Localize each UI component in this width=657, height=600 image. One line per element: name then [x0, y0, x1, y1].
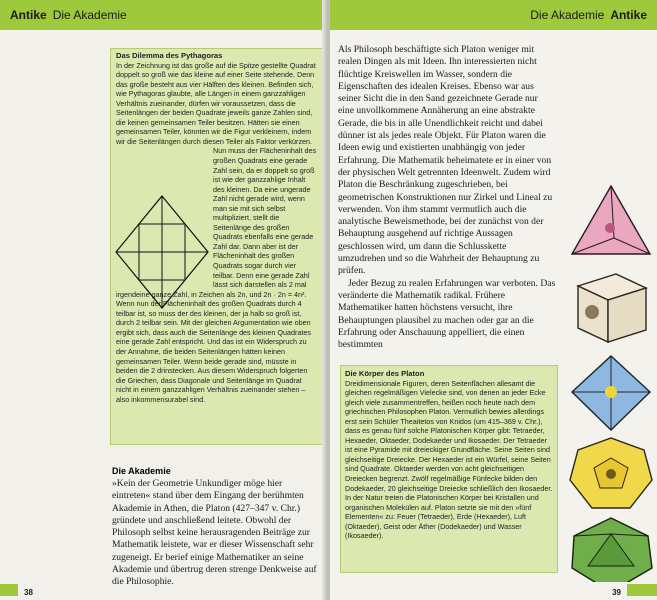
box-paragraph: Dreidimensionale Figuren, deren Seitenflächen allesamt die gleichen regelmäßigen Vielecke sind, von denen an jeder Ecke gleich viele zusammentreffen, heißen noch heute nach dem griechischen Philosophen Platon. Vermutlich bewies allerdings erst sein Schüler Theaitetos von Knidos (um 415–369 v. Chr.), dass es genau fünf solche Platonischen Körper gibt: Tetraeder, Hexaeder, Oktaeder, Dodekaeder und Ikosaeder. Der Tetraeder ist eine Pyramide mit dreieckiger Grundfläche. Seine Seiten sind gleichseitige Dreiecke. Der Hexaeder ist ein Würfel, seine Seiten sind Quadrate. Oktaeder werden von acht gleichseitigen Dreiecken begrenzt. Zwölf regelmäßige Fünfecke bilden den Dodekaeder, 20 gleichseitige Dreiecke schließlich den Ikosaeder. — [345, 378, 553, 493]
tetrahedron-icon — [572, 186, 650, 254]
body-text: »Kein der Geometrie Unkundiger möge hier eintreten« stand über dem Eingang der berühmten Akademie in Athen, die Platon (427–347 v. Chr.) gründete und anschließend leitete. Obwohl der Philosoph selbst keine herausragenden Beiträge zur Mathematik leistete, war er dieser Wissenschaft sehr zugeneigt. Er berief einige Mathematiker an seine Akademie und übertrug deren strenge Denkweise auf die Philosophie. — [112, 478, 317, 588]
body-paragraph: Jeder Bezug zu realen Erfahrungen war verboten. Das veränderte die Mathematik radikal. Frühere Mathematiker hatten höchstens versucht, ihre Behauptungen plausibel zu machen oder gar an die Erfahrung oder Anschauung appelliert, die einen bestimmten — [338, 277, 556, 351]
page-accent-bar — [0, 584, 18, 596]
page-number: 38 — [24, 588, 33, 597]
box-paragraph: Nun muss der Flächeninhalt des großen Quadrats eine gerade Zahl sein, da er doppelt so groß ist wie der ganzzahlige Inhalt des kleinen. Da eine ungerade Zahl nicht gerade wird, wenn man sie mit sich selbst multipliziert, stellt die Seitenlänge des großen Quadrats ebenfalls eine gerade Zahl dar. Dann aber ist der Flächeninhalt des großen Quadrats sogar durch vier teilbar. Denn eine gerade Zahl lässt sich darstellen als 2 mal irgendeine ganze Zahl, in Zeichen als 2n, und 2n · 2n = 4n². Wenn nun der Flächeninhalt des großen Quadrats durch 4 teilbar ist, so muss der des kleinen, der ja halb so groß ist, durch 2 teilbar sein. Mit der gleichen Argumentation wie oben ergibt sich, dass auch die Seitenlänge des kleinen Quadrates eine gerade Zahl entspricht. Und das ist ein Widerspruch zu der Annahme, die beiden Seitenlängen hätten keinen gemeinsamen Teiler. Wenn beide gerade sind, müsste in beiden die 2 drinstecken. Aus diesem Widerspruch folgerten die Griechen, dass Diagonale und Seitenlänge im Quadrat nicht in einem ganzzahligen Verhältnis zueinander stehen – also inkommensurabel sind. — [116, 146, 317, 404]
section-title: Die Akademie — [112, 466, 171, 476]
icosahedron-icon — [572, 518, 652, 582]
dodecahedron-icon — [570, 438, 652, 508]
octahedron-icon — [572, 356, 650, 430]
body-paragraph: Als Philosoph beschäftigte sich Platon weniger mit realen Dingen als mit Ideen. Ihn interessierten nicht flüchtige Kreiswellen im Wasser, sondern die Eigenschaften des idealen Kreises. Ebenso war aus seiner Sicht die in den Sand gezeichnete Gerade nur eine unvollkommene Annäherung an eine abstrakte Gerade, die bis in alle Unendlichkeit reicht und dabei dünner ist als jedes reale Objekt. Für Platon waren die Ideen ewig und existierten unabhängig von jeder Erfahrung. Die Mathematik beheimatete er in einer von der physischen Welt getrennten Ideenwelt. Zudem wird Platon die Beschränkung zugeschrieben, bei geometrischen Konstruktionen nur Zirkel und Lineal zu verwenden. Von ihm stammt vermutlich auch die analytische Beweismethode, bei der zunächst von der Behauptung ausgehend auf richtige Aussagen geschlossen wird, um dann die Schlusskette umzudrehen und so die Wahrheit der Behauptung zu prüfen. — [338, 44, 553, 277]
right-header — [330, 0, 657, 30]
hexahedron-icon — [578, 274, 646, 342]
platonic-solids-box — [340, 365, 558, 573]
chapter-title: Antike — [10, 8, 47, 22]
page-accent-bar — [627, 584, 657, 596]
platonic-solids-illustrations — [568, 182, 654, 582]
section-header: Die Akademie — [530, 8, 605, 22]
squares-diagram — [114, 188, 210, 322]
chapter-title: Antike — [610, 8, 647, 22]
right-page — [330, 0, 657, 600]
page-number: 39 — [612, 588, 621, 597]
box-paragraph: In der Natur treten die Platonischen Körper bei Kristallen und organischen Molekülen auf. Platon setzte sie mit den »fünf Elementen« zu: Feuer (Tetraeder), Erde (Hexaeder), Luft (Oktaeder), Geist oder Äther (Dodekaeder) und Wasser (Ikosaeder). — [345, 493, 539, 541]
section-header: Die Akademie — [52, 8, 127, 22]
left-page — [0, 0, 326, 600]
left-header — [0, 0, 326, 30]
box-title: Das Dilemma des Pythagoras — [116, 51, 223, 60]
box-title: Die Körper des Platon — [345, 369, 425, 378]
body-text — [338, 44, 556, 351]
box-paragraph: In der Zeichnung ist das große auf die Spitze gestellte Quadrat doppelt so groß wie das kleine auf einer Seite stehende. Denn das große besteht aus vier Hälften des kleinen. Befinden sich, wie Pythagoras glaubte, alle Längen in einem ganzzahligen Verhältnis zueinander, dürfen wir voraussetzen, dass die Seitenlängen der beiden Quadrate jeweils ganze Zahlen sind, die keinen gemeinsamen Teiler besitzen. Hätten sie einen gemeinsamen Teiler, könnten wir die Figur verkleinern, indem wir die Seitenlängen durch diesen Teiler als Faktor verkürzen. — [116, 60, 316, 146]
